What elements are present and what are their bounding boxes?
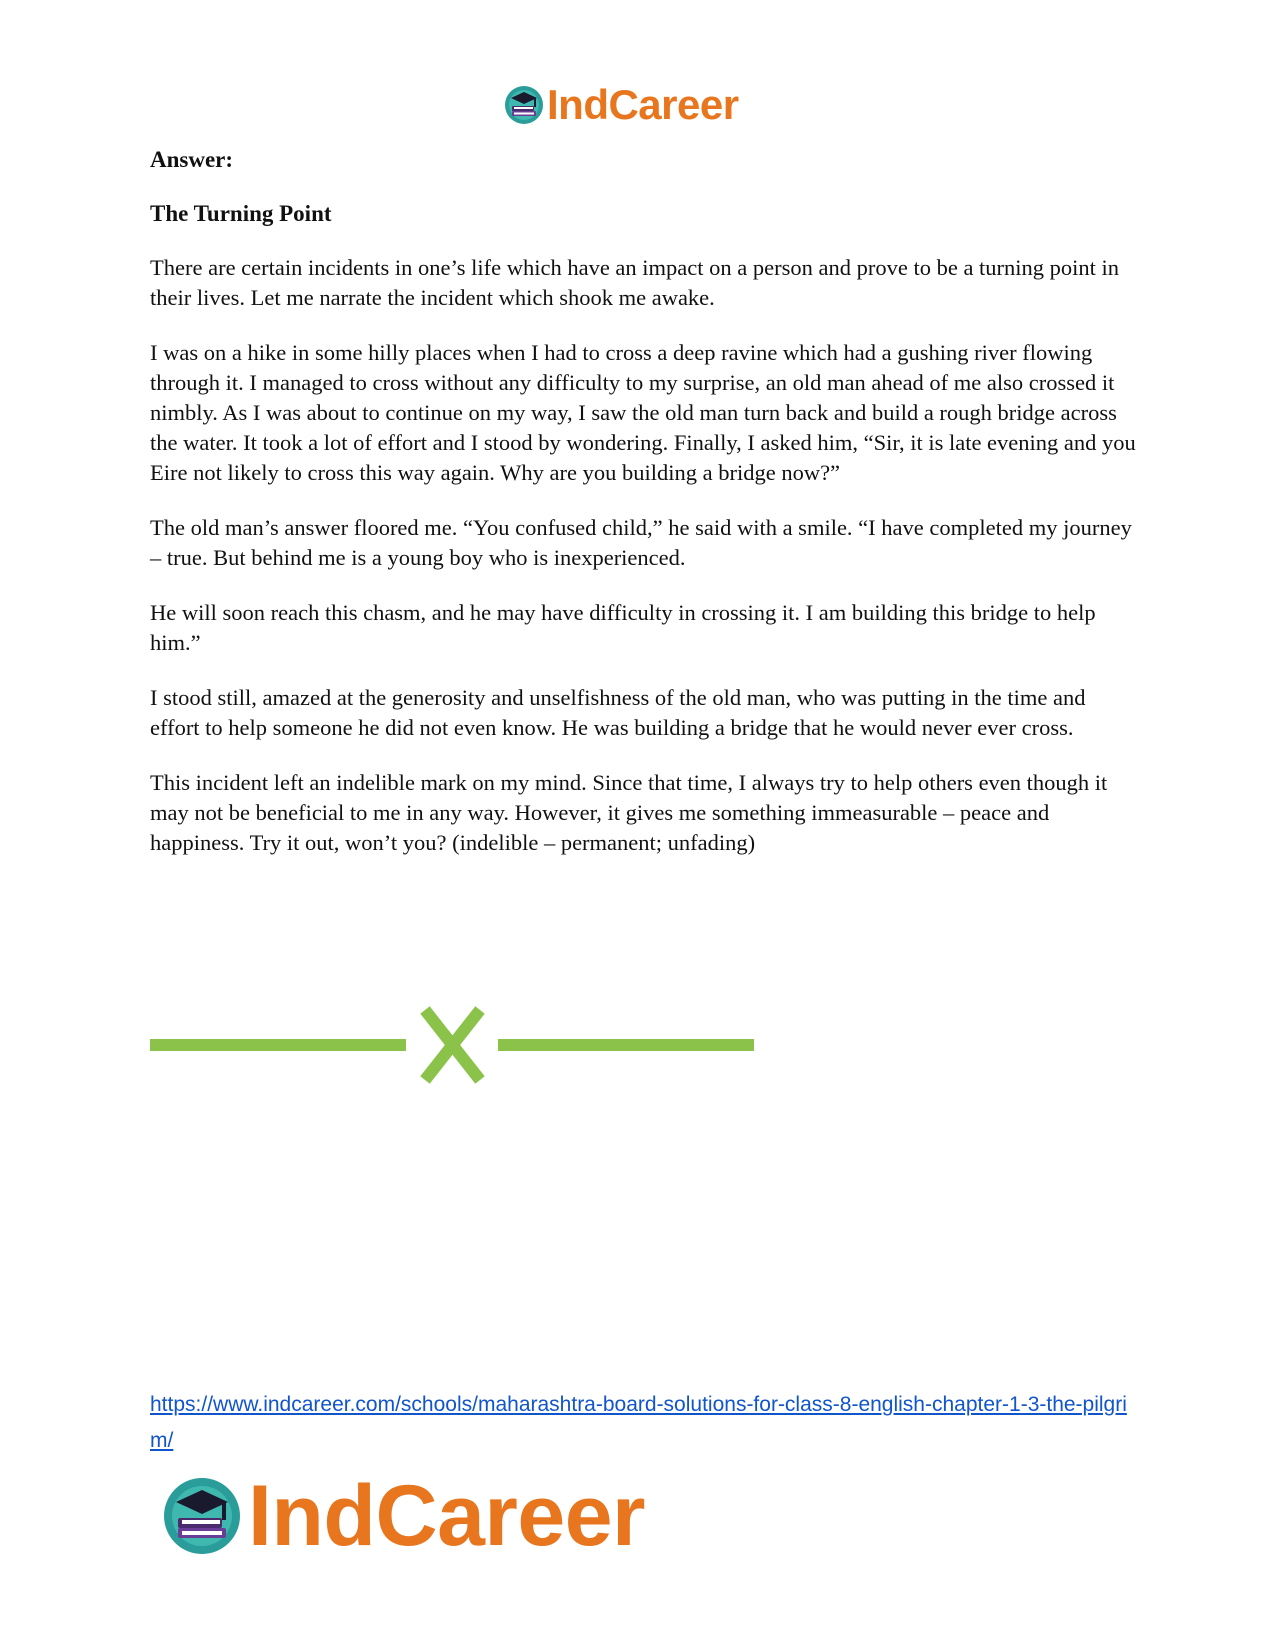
brand-name: IndCareer — [547, 81, 739, 128]
document-title: The Turning Point — [150, 201, 332, 226]
header-logo — [503, 80, 739, 130]
document-body — [150, 145, 1140, 883]
paragraph: The old man’s answer floored me. “You confused child,” he said with a smile. “I have completed my journey – true. But behind me is a young boy who is inexperienced. — [150, 515, 1132, 570]
brand-name: IndCareer — [248, 1468, 645, 1564]
footer-link-container — [150, 1387, 1140, 1459]
paragraph: There are certain incidents in one’s life which have an impact on a person and prove to be a turning point in their lives. Let me narrate the incident which shook me awake. — [150, 255, 1120, 310]
source-link[interactable]: https://www.indcareer.com/schools/maharashtra-board-solutions-for-class-8-english-chapter-1-3-the-pilgrim/ — [150, 1393, 1127, 1452]
paragraph: He will soon reach this chasm, and he may have difficulty in crossing it. I am building this bridge to help him.” — [150, 600, 1096, 655]
answer-label: Answer: — [150, 147, 234, 172]
paragraph: I stood still, amazed at the generosity and unselfishness of the old man, who was putting in the time and effort to help someone he did not even know. He was building a bridge that he would never ever cross. — [150, 685, 1086, 740]
graduation-book-icon — [160, 1474, 244, 1558]
x-divider-icon — [150, 1005, 760, 1085]
paragraph: I was on a hike in some hilly places when I had to cross a deep ravine which had a gushing river flowing through it. I managed to cross without any difficulty to my surprise, an old man ahead of me also crossed it nimbly. As I was about to continue on my way, I saw the old man turn back and build a rough bridge across the water. It took a lot of effort and I stood by wondering. Finally, I asked him, “Sir, it is late evening and you Eire not likely to cross this way again. Why are you building a bridge now?” — [150, 340, 1136, 485]
graduation-book-icon — [503, 84, 545, 126]
paragraph: This incident left an indelible mark on my mind. Since that time, I always try to help others even though it may not be beneficial to me in any way. However, it gives me something immeasurable – peace and happiness. Try it out, won’t you? (indelible – permanent; unfading) — [150, 770, 1108, 855]
footer-logo — [160, 1468, 645, 1564]
